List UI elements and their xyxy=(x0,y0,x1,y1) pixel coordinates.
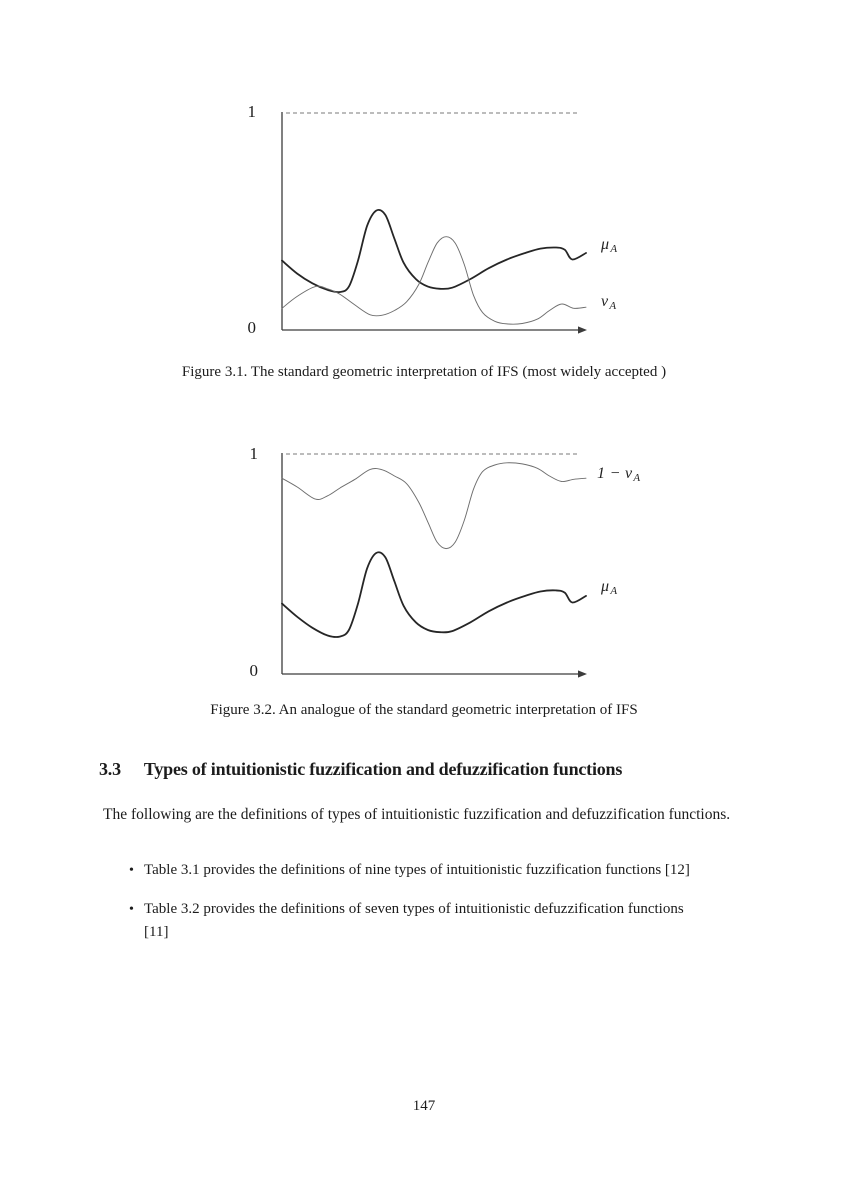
bullet-2-line-1: Table 3.2 provides the definitions of seven types of intuitionistic defuzzification functions xyxy=(144,901,684,917)
figure-3-1-ytick-0: 0 xyxy=(247,318,256,337)
nu-symbol: ν xyxy=(601,293,609,310)
page-number: 147 xyxy=(412,1098,436,1114)
figure-3-2-caption: Figure 3.2. An analogue of the standard geometric interpretation of IFS xyxy=(210,702,638,718)
one-minus-nu-symbol: 1 − ν xyxy=(597,465,633,482)
figure-3-1-plot xyxy=(270,100,600,345)
bullet-1-line-1: Table 3.1 provides the definitions of nine types of intuitionistic fuzzification functions [12] xyxy=(144,862,690,878)
bullet-icon: • xyxy=(129,902,134,917)
one-minus-nu-subscript: A xyxy=(633,472,641,484)
section-title: Types of intuitionistic fuzzification and defuzzification functions xyxy=(143,759,623,779)
mu-A-curve-label xyxy=(601,236,617,255)
figure-3-2-plot xyxy=(270,441,600,689)
figure-3-1-ytick-1: 1 xyxy=(247,102,256,121)
section-heading xyxy=(99,759,622,780)
bullet-2-line-2: [11] xyxy=(144,924,169,940)
nu-A-curve-label xyxy=(601,293,616,312)
mu-symbol: μ xyxy=(601,236,610,253)
intro-paragraph: The following are the definitions of types of intuitionistic fuzzification and defuzzification functions. xyxy=(103,806,731,823)
mu-A-curve-label-2 xyxy=(601,578,617,597)
figure-3-1-caption: Figure 3.1. The standard geometric interpretation of IFS (most widely accepted ) xyxy=(181,364,667,380)
mu-symbol-2: μ xyxy=(601,578,610,595)
list-item xyxy=(129,859,789,882)
list-item xyxy=(129,898,789,944)
figure-3-2-ytick-1: 1 xyxy=(249,444,258,463)
bullet-icon: • xyxy=(129,863,134,878)
one-minus-nu-A-curve-label xyxy=(597,465,640,484)
mu-subscript: A xyxy=(610,243,618,255)
bullet-list xyxy=(129,859,789,960)
section-number: 3.3 xyxy=(99,759,121,779)
mu-subscript-2: A xyxy=(610,585,618,597)
figure-3-2-ytick-0: 0 xyxy=(249,661,258,680)
nu-subscript: A xyxy=(609,300,617,312)
